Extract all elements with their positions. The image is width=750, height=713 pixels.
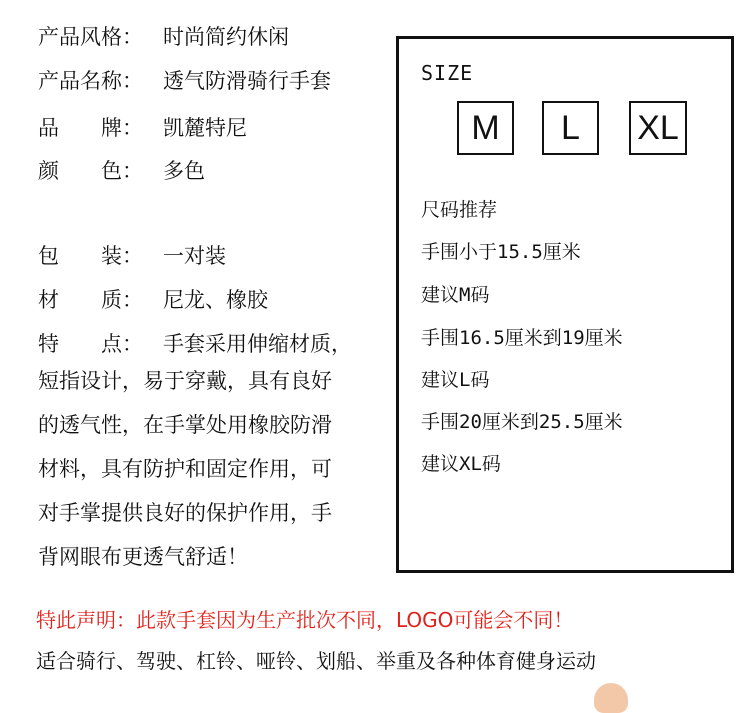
- spec-value: 透气防滑骑行手套: [163, 69, 331, 93]
- spec-value: 一对装: [163, 244, 226, 268]
- spec-label: 颜 色：: [38, 159, 143, 183]
- spec-row-brand: [38, 113, 247, 143]
- size-line: 手围20厘米到25.5厘米: [421, 411, 623, 433]
- spec-label: 产品名称：: [38, 69, 143, 93]
- logo-notice: 特此声明：此款手套因为生产批次不同，LOGO可能会不同！: [36, 608, 574, 632]
- spec-row-color: [38, 156, 205, 186]
- spec-value: 多色: [163, 159, 205, 183]
- size-chip-m: M: [457, 101, 514, 155]
- spec-row-feature: [38, 329, 352, 359]
- spec-label: 产品风格：: [38, 25, 143, 49]
- spec-label: 材 质：: [38, 288, 143, 312]
- size-chip-xl: XL: [629, 101, 687, 155]
- spec-label: 特 点：: [38, 332, 143, 356]
- spec-value: 凯麓特尼: [163, 116, 247, 140]
- size-recommend-title: 尺码推荐: [421, 199, 498, 221]
- size-title: SIZE: [421, 61, 474, 85]
- size-line: 建议M码: [421, 284, 490, 306]
- size-line: 手围小于15.5厘米: [421, 241, 581, 263]
- spec-row-material: [38, 285, 268, 315]
- size-line: 建议XL码: [421, 453, 501, 475]
- size-chip-l: L: [542, 101, 599, 155]
- spec-row-style: [38, 22, 289, 52]
- spec-row-name: [38, 66, 331, 96]
- finger-image-fragment: [594, 683, 628, 713]
- spec-label: 品 牌：: [38, 116, 143, 140]
- size-line: 手围16.5厘米到19厘米: [421, 327, 623, 349]
- size-line: 建议L码: [421, 369, 490, 391]
- spec-row-package: [38, 241, 226, 271]
- usage-description: 适合骑行、驾驶、杠铃、哑铃、划船、举重及各种体育健身运动: [36, 649, 596, 673]
- feature-description: 短指设计，易于穿戴，具有良好 的透气性，在手掌处用橡胶防滑 材料，具有防护和固定作用，可 对手掌提供良好的保护作用，手 背网眼布更透气舒适！: [38, 369, 332, 569]
- size-guide-card: [396, 36, 734, 573]
- spec-value: 尼龙、橡胶: [163, 288, 268, 312]
- spec-label: 包 装：: [38, 244, 143, 268]
- spec-value: 手套采用伸缩材质，: [163, 332, 352, 356]
- spec-value: 时尚简约休闲: [163, 25, 289, 49]
